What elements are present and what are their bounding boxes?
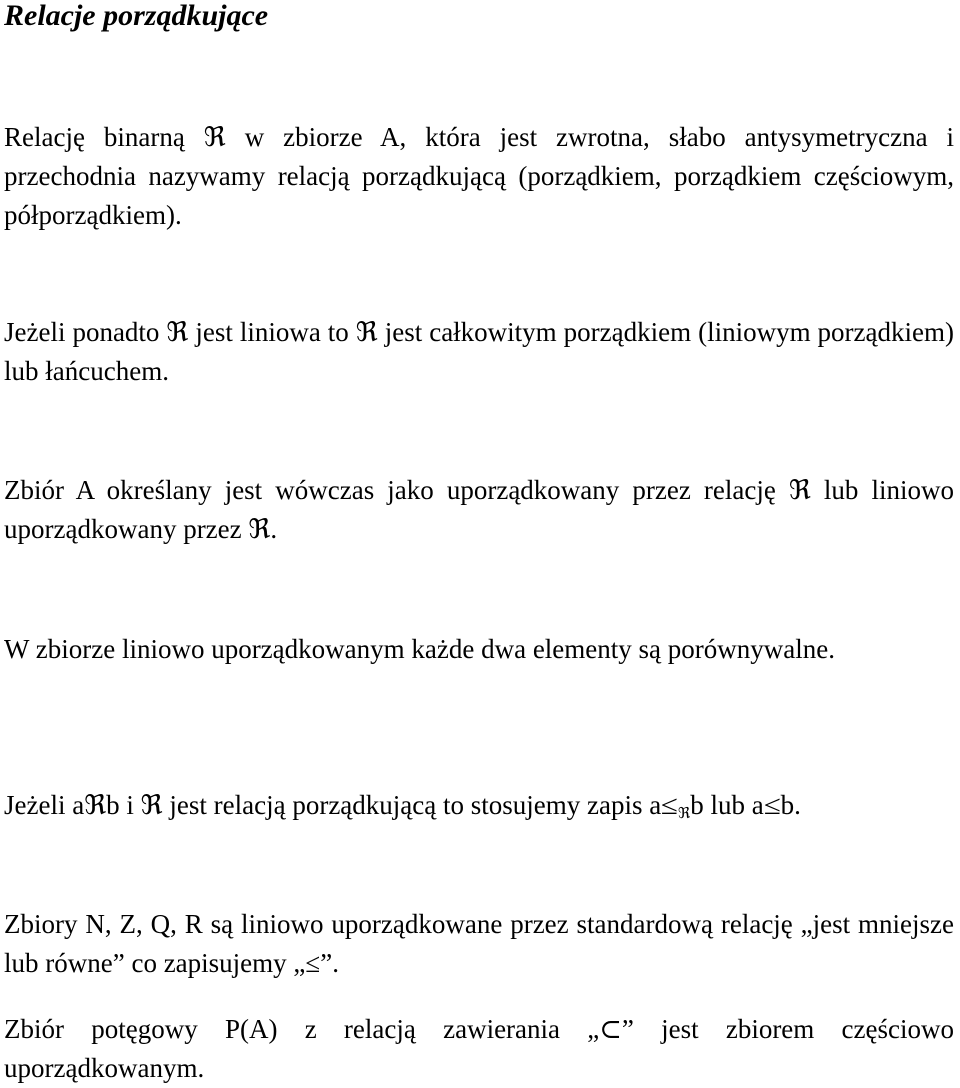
notation-text-mid: b lub a [690,790,764,820]
page-title: Relacje porządkujące [4,0,269,32]
paragraph-ordered-set: Zbiór A określany jest wówczas jako uporządkowany przez relację ℜ lub liniowo uporządkowany przez ℜ. [4,475,954,544]
notation-text-post: b. [780,790,801,820]
paragraph-ordering-relation-definition: Relację binarną ℜ w zbiorze A, która jest zwrotna, słabo antysymetryczna i przechodnia nazywamy relacją porządkującą (porządkiem, porządkiem częściowym, półporządkiem). [4,122,954,230]
paragraph-comparable-elements: W zbiorze liniowo uporządkowanym każde dwa elementy są porównywalne. [4,634,835,664]
paragraph-notation [4,786,954,830]
paragraph-standard-order: Zbiory N, Z, Q, R są liniowo uporządkowane przez standardową relację „jest mniejsze lub równe” co zapisujemy „≤”. [4,909,954,978]
less-or-equal-symbol: ≤ [661,790,679,820]
less-or-equal-symbol: ≤ [763,790,781,820]
relation-subscript: ℜ [678,806,691,822]
paragraph-power-set: Zbiór potęgowy P(A) z relacją zawierania „⊂” jest zbiorem częściowo uporządkowanym. [4,1014,954,1083]
paragraph-total-order: Jeżeli ponadto ℜ jest liniowa to ℜ jest całkowitym porządkiem (liniowym porządkiem) lub łańcuchem. [4,317,954,386]
notation-text-pre: Jeżeli aℜb i ℜ jest relacją porządkującą to stosujemy zapis a [4,790,662,820]
